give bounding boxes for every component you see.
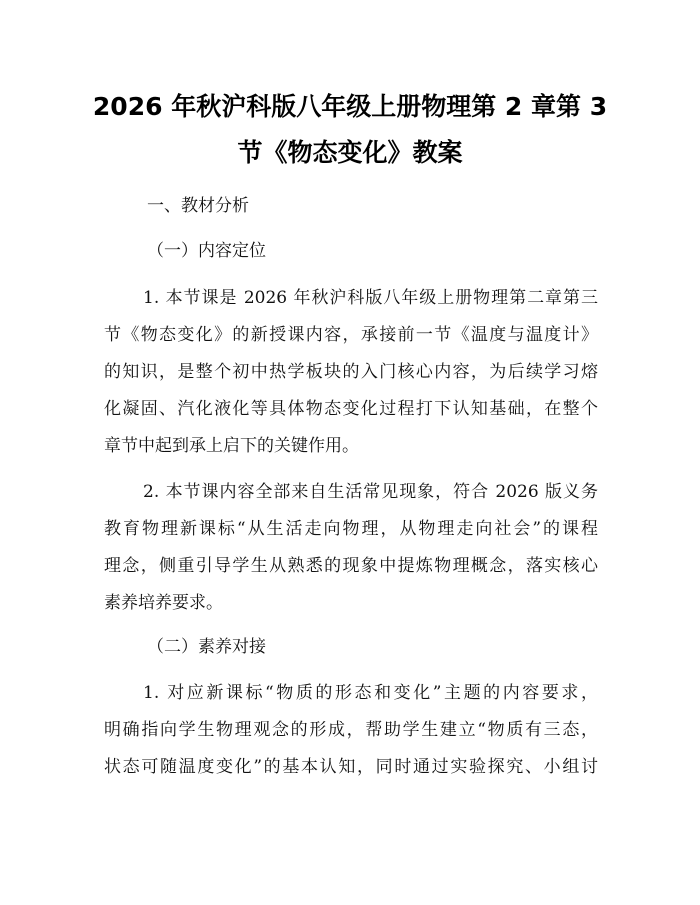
- paragraph-line: 节《物态变化》的新授课内容，承接前一节《温度与温度计》: [104, 325, 598, 345]
- section-heading-textbook-analysis: 一、教材分析: [147, 196, 249, 216]
- subsection-heading-content-positioning: （一）内容定位: [147, 241, 266, 261]
- paragraph-line: 状态可随温度变化”的基本认知，同时通过实验探究、小组讨: [104, 757, 598, 777]
- subsection-heading-competency-alignment: （二）素养对接: [147, 637, 266, 657]
- paragraph-line: 理念，侧重引导学生从熟悉的现象中提炼物理概念，落实核心: [104, 556, 598, 576]
- paragraph-line: 化凝固、汽化液化等具体物态变化过程打下认知基础，在整个: [104, 399, 598, 419]
- paragraph-line: 2. 本节课内容全部来自生活常见现象，符合 2026 版义务: [143, 482, 598, 502]
- paragraph-line: 明确指向学生物理观念的形成，帮助学生建立“物质有三态，: [104, 720, 598, 740]
- paragraph-line: 的知识，是整个初中热学板块的入门核心内容，为后续学习熔: [104, 362, 598, 382]
- paragraph-line: 素养培养要求。: [104, 593, 223, 613]
- document-title-line-2: 节《物态变化》教案: [237, 138, 463, 167]
- paragraph-line: 1. 对应新课标“物质的形态和变化”主题的内容要求，: [143, 683, 598, 703]
- document-title-line-1: 2026 年秋沪科版八年级上册物理第 2 章第 3: [92, 92, 608, 121]
- paragraph-line: 1. 本节课是 2026 年秋沪科版八年级上册物理第二章第三: [143, 288, 598, 308]
- paragraph-line: 章节中起到承上启下的关键作用。: [104, 436, 359, 456]
- paragraph-line: 教育物理新课标“从生活走向物理，从物理走向社会”的课程: [104, 519, 598, 539]
